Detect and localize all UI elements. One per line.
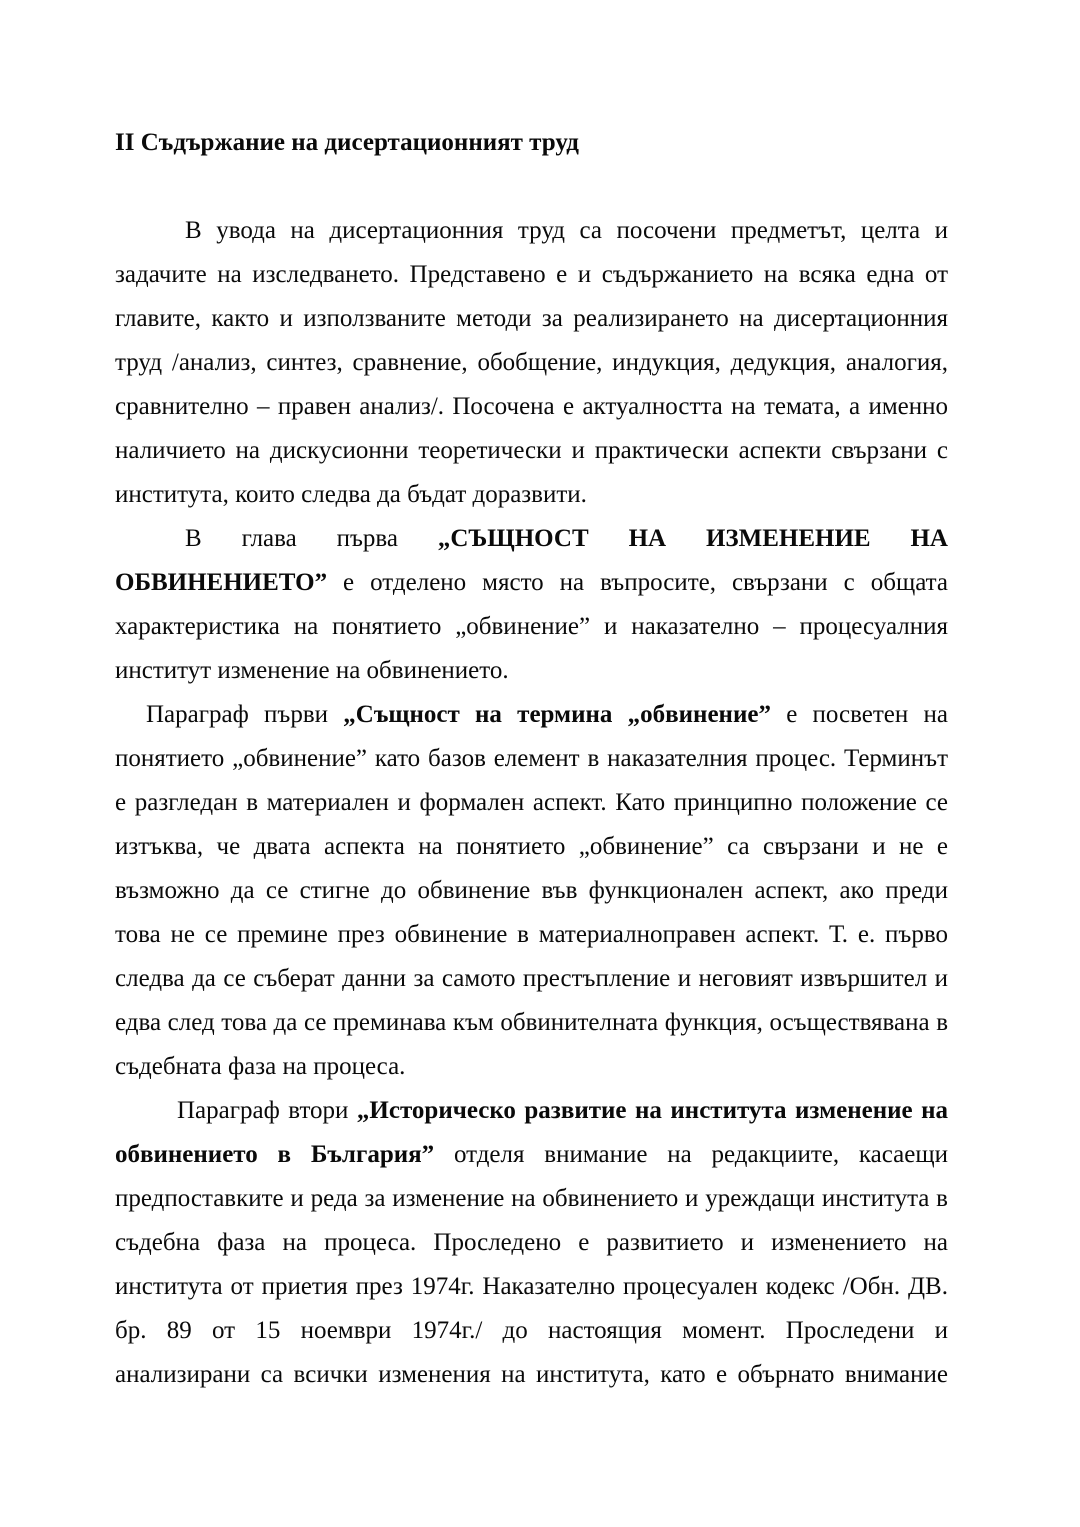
text-run: В увода на дисертационния труд са посочени предметът, целта и задачите на изследването. Представено е и съдържанието на всяка една от главите, както и използваните методи за реализирането на дисертационния труд /анализ, синтез, сравнение, обобщение, индукция, дедукция, аналогия, сравнително – правен анализ/. Посочена е актуалността на темата, а именно наличието на дискусионни теоретически и практически аспекти свързани с института, които следва да бъдат доразвити.	[115, 217, 948, 508]
paragraph-section-second	[115, 1089, 948, 1397]
text-run: е отделено място на въпросите, свързани с общата характеристика на понятието „обвинение” и наказателно – процесуалния институт изменение на обвинението.	[115, 569, 948, 684]
paragraph-section-first	[115, 693, 948, 1089]
text-run: е посветен на понятието „обвинение” като базов елемент в наказателния процес. Терминът е разгледан в материален и формален аспект. Като принципно положение се изтъква, че двата аспекта на понятието „обвинение” са свързани и не е възможно да се стигне до обвинение във функционален аспект, ако преди това не се премине през обвинение в материалноправен аспект. Т. е. първо следва да се съберат данни за самото престъпление и неговият извършител и едва след това да се преминава към обвинителната функция, осъществявана в съдебната фаза на процеса.	[115, 701, 948, 1080]
document-title: II Съдържание на дисертационният труд	[115, 129, 579, 156]
text-run: Параграф първи	[146, 701, 344, 728]
paragraph-chapter-one	[115, 517, 948, 693]
text-run: отделя внимание на редакциите, касаещи предпоставките и реда за изменение на обвинението и уреждащи института в съдебна фаза на процеса. Проследено е развитието и изменението на института от приетия през 1974г. Наказателно процесуален кодекс /Обн. ДВ. бр. 89 от 15 ноември 1974г./ до настоящия момент. Проследени и анализирани са всички изменения на института, като е обърнато внимание	[115, 1141, 949, 1388]
section-first-title: „Същност на термина „обвинение”	[343, 701, 771, 728]
chapter-one-title: „СЪЩНОСТ НА ИЗМЕНЕНИЕ НА ОБВИНЕНИЕТО”	[115, 525, 948, 596]
text-run: В глава първа	[185, 525, 438, 552]
text-run: Параграф втори	[177, 1097, 357, 1124]
page-content	[115, 0, 948, 1397]
paragraph-intro	[115, 209, 948, 517]
section-second-title: „Историческо развитие на института изменение на обвинението в България”	[115, 1097, 949, 1168]
